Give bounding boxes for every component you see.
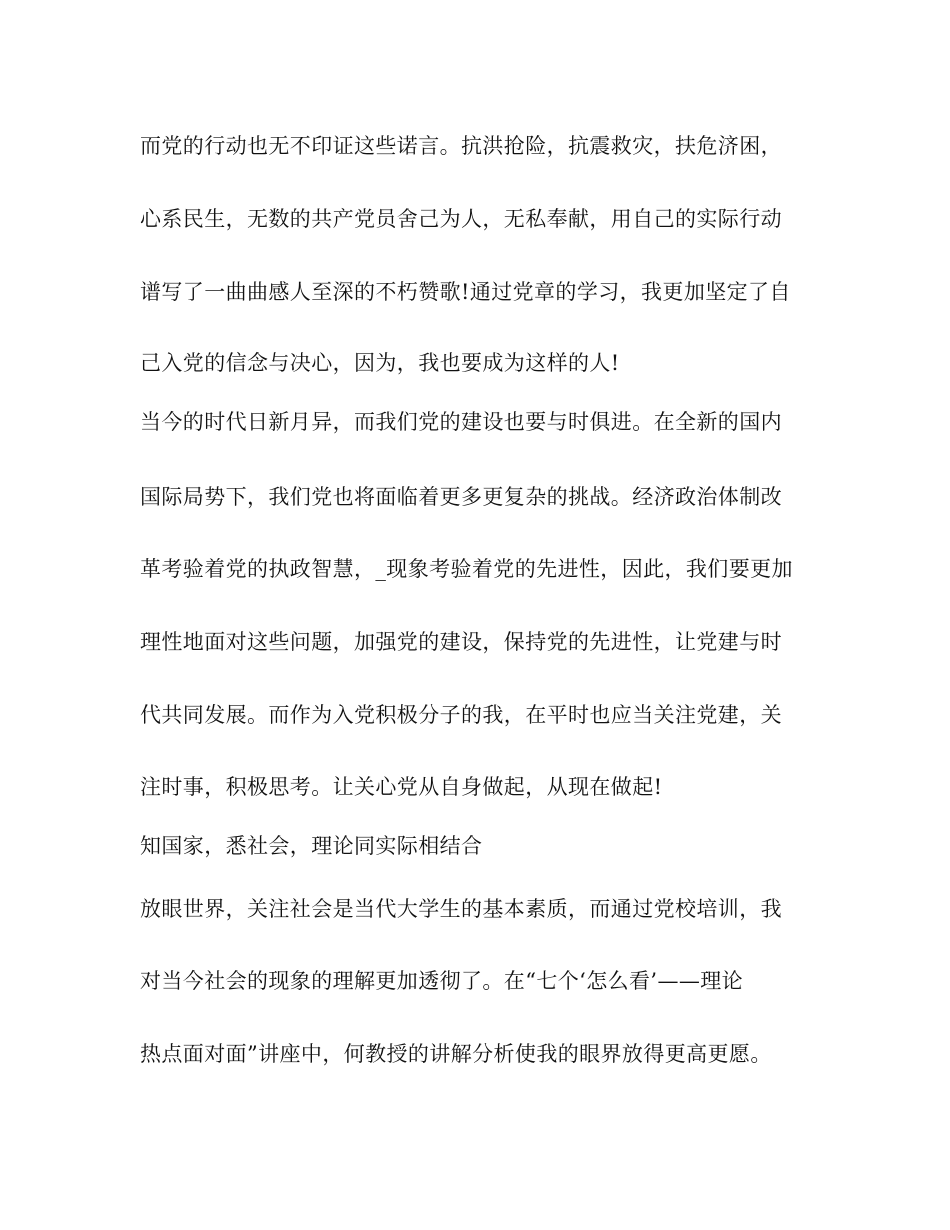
text-line: 当今的时代日新月异，而我们党的建设也要与时俱进。在全新的国内 xyxy=(140,410,782,434)
text-line: 热点面对面”讲座中，何教授的讲解分析使我的眼界放得更高更愿。 xyxy=(140,1042,772,1066)
text-line: 心系民生，无数的共产党员舍己为人，无私奉献，用自己的实际行动 xyxy=(140,207,782,231)
text-line: 己入党的信念与决心，因为，我也要成为这样的人! xyxy=(140,351,620,375)
text-line: 理性地面对这些问题，加强党的建设，保持党的先进性，让党建与时 xyxy=(140,630,782,654)
text-line: 对当今社会的现象的理解更加透彻了。在“七个‘怎么看’——理论 xyxy=(140,969,744,993)
section-heading: 知国家，悉社会，理论同实际相结合 xyxy=(140,834,483,858)
text-line: 放眼世界，关注社会是当代大学生的基本素质，而通过党校培训，我 xyxy=(140,897,782,921)
text-line: 国际局势下，我们党也将面临着更多更复杂的挑战。经济政治体制改 xyxy=(140,485,782,509)
text-line: 谱写了一曲曲感人至深的不朽赞歌!通过党章的学习，我更加坚定了自 xyxy=(140,280,791,304)
text-line: 革考验着党的执政智慧，_现象考验着党的先进性，因此，我们要更加 xyxy=(140,557,793,581)
text-line: 代共同发展。而作为入党积极分子的我，在平时也应当关注党建，关 xyxy=(140,703,782,727)
text-line: 注时事，积极思考。让关心党从自身做起，从现在做起! xyxy=(140,775,663,799)
text-line: 而党的行动也无不印证这些诺言。抗洪抢险，抗震救灾，扶危济困， xyxy=(140,134,782,158)
